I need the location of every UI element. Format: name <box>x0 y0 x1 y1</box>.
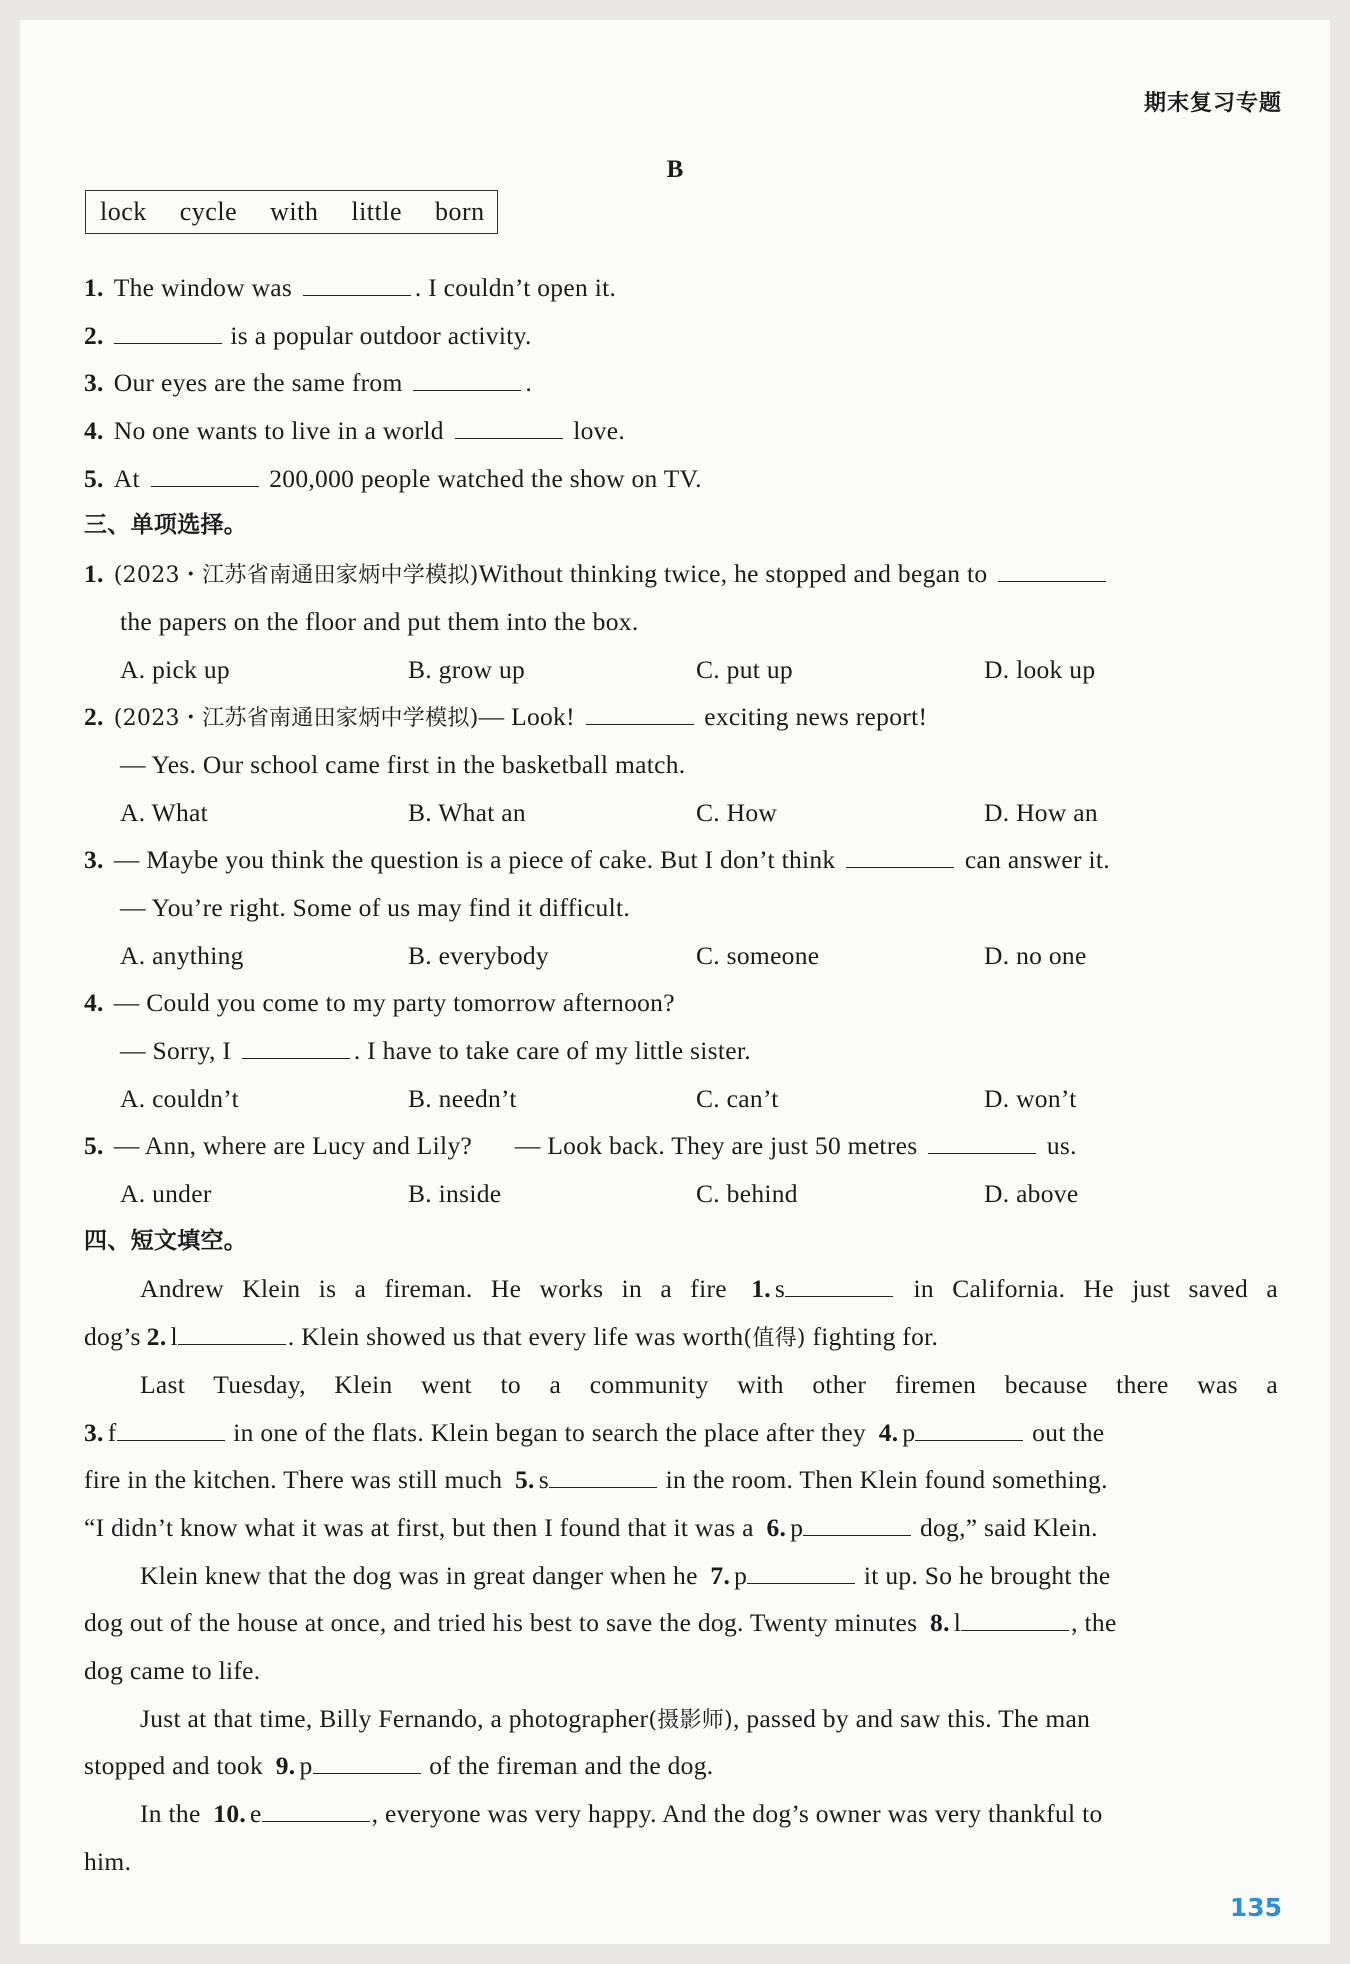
passage-text: it up. So he brought the <box>863 1560 1111 1590</box>
passage-text: Just at that time, Billy Fernando, a photographer <box>140 1703 649 1733</box>
option-c[interactable]: C. can’t <box>696 1083 779 1113</box>
option-b[interactable]: B. grow up <box>408 654 526 684</box>
worksheet-page <box>20 20 1330 1944</box>
question-line <box>84 1027 1278 1075</box>
item-text: is a popular outdoor activity. <box>230 320 532 350</box>
answer-blank[interactable] <box>846 841 954 868</box>
passage-text: stopped and took <box>84 1751 264 1781</box>
passage-text: out the <box>1032 1417 1105 1447</box>
passage-text: of the fireman and the dog. <box>429 1751 714 1781</box>
passage-line <box>84 1552 1278 1600</box>
blank-initial: p <box>734 1560 748 1590</box>
answer-blank[interactable] <box>313 1747 421 1774</box>
option-a[interactable]: A. anything <box>120 940 244 970</box>
options-row <box>84 646 1278 694</box>
option-c[interactable]: C. behind <box>696 1179 798 1209</box>
question-text: — Sorry, I <box>120 1036 232 1065</box>
passage-line <box>84 1790 1278 1838</box>
question-line <box>84 979 1278 1027</box>
question-number: 5. <box>84 1131 104 1161</box>
question-text: exciting news report! <box>704 702 928 732</box>
word-bank-item: little <box>351 197 403 226</box>
fill-item <box>84 359 1278 407</box>
passage-text: In the <box>140 1799 201 1828</box>
option-b[interactable]: B. What an <box>408 797 526 827</box>
item-number: 1. <box>84 273 104 302</box>
item-text: 200,000 people watched the show on TV. <box>269 463 702 493</box>
answer-blank[interactable] <box>117 1414 225 1441</box>
passage-line <box>84 1456 1278 1504</box>
passage-line: dog came to life. <box>84 1655 261 1685</box>
item-text: The window was <box>113 273 293 302</box>
question-number: 3. <box>84 845 104 875</box>
blank-initial: s <box>774 1274 786 1304</box>
passage-text: dog out of the house at once, and tried his best to save the dog. Twenty minutes <box>84 1608 918 1638</box>
options-row <box>84 1075 1278 1123</box>
option-d[interactable]: D. won’t <box>984 1083 1077 1113</box>
answer-blank[interactable] <box>242 1032 350 1059</box>
blank-initial: f <box>107 1417 117 1447</box>
question-text: — Look back. They are just 50 metres <box>514 1131 918 1161</box>
options-row <box>84 789 1278 837</box>
item-text: love. <box>573 416 626 446</box>
question-text: — Maybe you think the question is a piece of cake. But I don’t think <box>113 845 836 875</box>
section-heading: 三、单项选择。 <box>84 512 248 539</box>
passage-line <box>84 1742 1278 1790</box>
header-title: 期末复习专题 <box>1143 91 1282 116</box>
question-line: — Yes. Our school came first in the basketball match. <box>120 749 686 779</box>
option-c[interactable]: C. How <box>696 797 778 827</box>
answer-blank[interactable] <box>413 364 521 391</box>
answer-blank[interactable] <box>549 1461 657 1488</box>
option-b[interactable]: B. needn’t <box>408 1083 517 1113</box>
blank-initial: p <box>299 1751 313 1781</box>
passage-line <box>84 1599 1278 1647</box>
option-b[interactable]: B. inside <box>408 1179 502 1209</box>
blank-number: 1. <box>751 1274 771 1304</box>
question-line <box>84 693 1278 741</box>
question-line <box>84 1122 1278 1170</box>
option-c[interactable]: C. put up <box>696 654 793 684</box>
passage-line <box>84 1409 1278 1457</box>
question-text: — Could you come to my party tomorrow afternoon? <box>113 988 675 1018</box>
blank-number: 3. <box>84 1417 104 1447</box>
answer-blank[interactable] <box>915 1414 1023 1441</box>
answer-blank[interactable] <box>178 1318 286 1345</box>
word-bank-item: born <box>435 197 485 226</box>
answer-blank[interactable] <box>455 412 563 439</box>
question-source: (2023・江苏省南通田家炳中学模拟) <box>113 706 479 732</box>
item-text: At <box>113 463 140 493</box>
blank-initial: s <box>538 1465 549 1495</box>
answer-blank[interactable] <box>961 1604 1069 1631</box>
blank-number: 8. <box>930 1608 950 1638</box>
option-b[interactable]: B. everybody <box>408 940 549 970</box>
item-number: 4. <box>84 416 104 446</box>
passage-line <box>84 1695 1278 1743</box>
question-line: the papers on the floor and put them into the box. <box>120 606 639 636</box>
answer-blank[interactable] <box>785 1270 893 1297</box>
section-letter: B <box>666 156 684 183</box>
option-a[interactable]: A. What <box>120 797 209 827</box>
blank-initial: e <box>250 1799 262 1828</box>
passage-line <box>84 1504 1278 1552</box>
question-line: — You’re right. Some of us may find it difficult. <box>120 892 631 922</box>
question-text: can answer it. <box>964 845 1110 875</box>
blank-number: 6. <box>766 1512 787 1542</box>
question-text: Without thinking twice, he stopped and began to <box>478 559 988 589</box>
answer-blank[interactable] <box>114 317 222 344</box>
passage-line: Last Tuesday, Klein went to a community with other firemen because there was a <box>140 1369 1278 1399</box>
option-a[interactable]: A. couldn’t <box>120 1083 239 1113</box>
question-number: 4. <box>84 988 104 1018</box>
word-bank <box>85 190 498 234</box>
fill-item <box>84 407 1278 455</box>
blank-number: 2. <box>146 1322 167 1352</box>
passage-gloss: (值得) <box>743 1326 806 1352</box>
question-text: — Look! <box>478 702 575 732</box>
answer-blank[interactable] <box>998 555 1106 582</box>
blank-initial: p <box>902 1417 916 1447</box>
passage-text: in one of the flats. Klein began to search the place after they <box>233 1417 866 1447</box>
item-number: 5. <box>84 463 104 493</box>
section-heading: 四、短文填空。 <box>84 1227 248 1254</box>
passage-line: him. <box>84 1846 132 1876</box>
question-number: 2. <box>84 702 104 732</box>
passage-text: . Klein showed us that every life was worth <box>287 1322 744 1352</box>
option-d[interactable]: D. look up <box>984 654 1096 684</box>
passage-text: fire in the kitchen. There was still much <box>84 1465 503 1495</box>
option-d[interactable]: D. above <box>984 1179 1079 1209</box>
answer-blank[interactable] <box>747 1557 855 1584</box>
passage-text: “I didn’t know what it was at first, but then I found that it was a <box>84 1512 754 1542</box>
item-text: . I couldn’t open it. <box>414 273 617 302</box>
item-text: Our eyes are the same from <box>113 368 403 398</box>
item-number: 2. <box>84 320 104 350</box>
fill-item <box>84 264 1278 312</box>
question-line <box>84 836 1278 884</box>
fill-item <box>84 312 1278 360</box>
options-row <box>84 1170 1278 1218</box>
answer-blank[interactable] <box>586 698 694 725</box>
passage-text: , the <box>1071 1608 1117 1638</box>
passage-line <box>84 1265 1278 1313</box>
passage-text: dog,” said Klein. <box>919 1512 1098 1542</box>
passage-text: , passed by and saw this. The man <box>733 1703 1091 1733</box>
question-text: . I have to take care of my little sister. <box>353 1036 751 1065</box>
passage-text: Klein knew that the dog was in great danger when he <box>140 1560 698 1590</box>
question-text: — Ann, where are Lucy and Lily? <box>113 1131 473 1161</box>
passage-text: fighting for. <box>812 1322 939 1352</box>
passage-text: in California. He just saved a <box>913 1274 1279 1304</box>
options-row <box>84 932 1278 980</box>
page-number: 135 <box>1229 1893 1282 1922</box>
passage-line <box>84 1313 1278 1361</box>
option-d[interactable]: D. How an <box>984 797 1098 827</box>
passage-text: in the room. Then Klein found something. <box>665 1465 1108 1495</box>
blank-number: 4. <box>878 1417 899 1447</box>
blank-initial: l <box>953 1608 962 1638</box>
item-number: 3. <box>84 368 104 398</box>
fill-item <box>84 455 1278 503</box>
item-text: . <box>525 368 532 398</box>
passage-text: , everyone was very happy. And the dog’s owner was very thankful to <box>371 1799 1103 1828</box>
passage-text: dog’s <box>84 1322 141 1352</box>
answer-blank[interactable] <box>928 1127 1036 1154</box>
word-bank-item: cycle <box>179 197 238 226</box>
option-c[interactable]: C. someone <box>696 940 820 970</box>
blank-number: 5. <box>514 1465 535 1495</box>
answer-blank[interactable] <box>303 269 411 296</box>
question-line <box>84 550 1278 598</box>
blank-number: 7. <box>710 1560 731 1590</box>
item-text: No one wants to live in a world <box>113 416 444 446</box>
answer-blank[interactable] <box>803 1509 911 1536</box>
blank-number: 10. <box>213 1799 247 1828</box>
blank-number: 9. <box>275 1751 296 1781</box>
blank-initial: l <box>170 1322 178 1352</box>
question-number: 1. <box>84 559 104 589</box>
word-bank-item: with <box>270 197 319 226</box>
blank-initial: p <box>790 1512 804 1542</box>
passage-gloss: (摄影师) <box>648 1707 733 1733</box>
passage-text: Andrew Klein is a fireman. He works in a fire <box>140 1274 727 1304</box>
worksheet-content <box>84 264 1278 1885</box>
option-d[interactable]: D. no one <box>984 940 1087 970</box>
option-a[interactable]: A. pick up <box>120 654 230 684</box>
option-a[interactable]: A. under <box>120 1179 212 1209</box>
word-bank-item: lock <box>100 197 147 226</box>
answer-blank[interactable] <box>262 1795 370 1822</box>
question-text: us. <box>1046 1131 1077 1161</box>
question-source: (2023・江苏省南通田家炳中学模拟) <box>113 563 479 589</box>
answer-blank[interactable] <box>151 460 259 487</box>
